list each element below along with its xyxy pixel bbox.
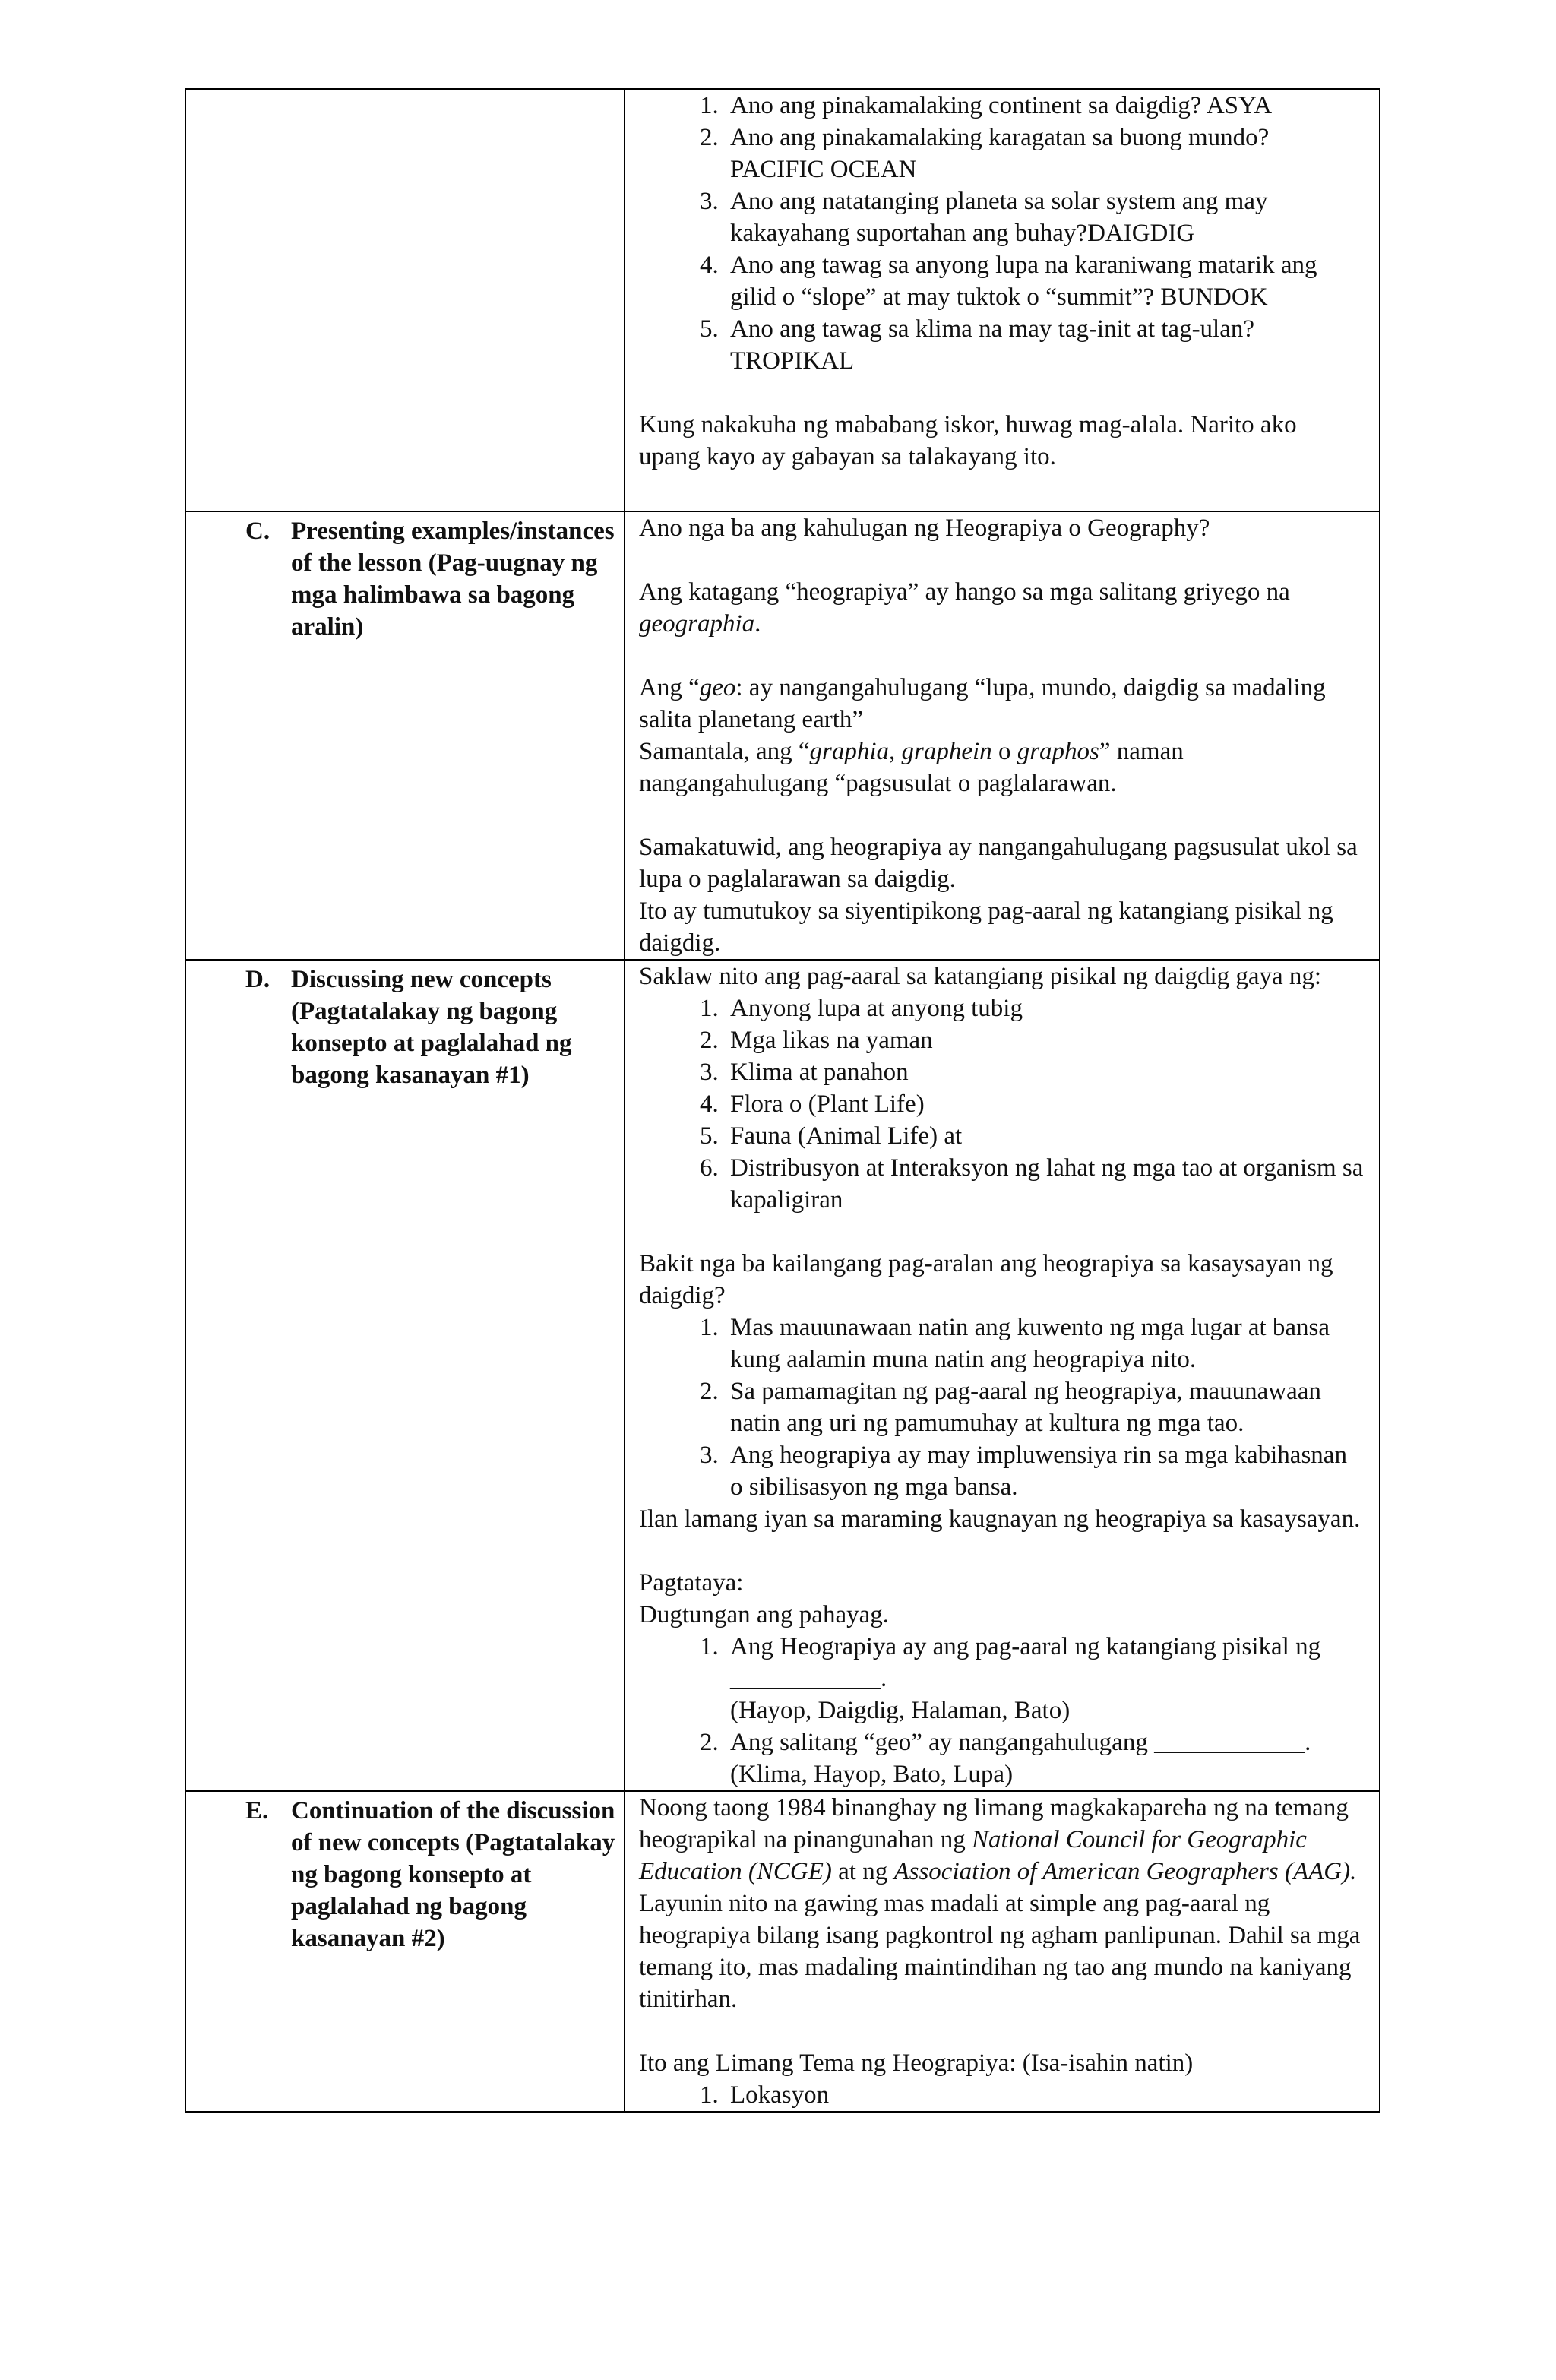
paragraph: Ang “geo: ay nangangahulugang “lupa, mundo, daigdig sa madaling salita planetang earth”	[639, 674, 1326, 733]
paragraph: Ilan lamang iyan sa maraming kaugnayan ng heograpiya sa kasaysayan.	[639, 1505, 1361, 1533]
row-c-content-cell	[625, 511, 1380, 960]
list-item: 2. Ano ang pinakamalaking karagatan sa buong mundo? PACIFIC OCEAN	[700, 124, 1270, 183]
list-item: 5. Fauna (Animal Life) at	[700, 1122, 963, 1150]
closing-text: Kung nakakuha ng mababang iskor, huwag mag-alala. Narito ako upang kayo ay gabayan sa talakayang ito.	[639, 411, 1297, 470]
list-item: 2. Ang salitang “geo” ay nangangahulugang ____________. (Klima, Hayop, Bato, Lupa)	[700, 1729, 1311, 1788]
row-d-label-cell	[185, 960, 625, 1791]
paragraph: Ito ay tumutukoy sa siyentipikong pag-aaral ng katangiang pisikal ng daigdig.	[639, 897, 1333, 957]
paragraph: Pagtataya:	[639, 1569, 744, 1597]
row-b-content-cell	[625, 89, 1380, 511]
list-item: 3. Ang heograpiya ay may impluwensiya rin sa mga kabihasnan o sibilisasyon ng mga bansa.	[700, 1442, 1347, 1501]
section-label: Presenting examples/instances of the lesson (Pag-uugnay ng mga halimbawa sa bagong aralin)	[291, 517, 615, 641]
scope-list	[639, 992, 1364, 1216]
list-item: 5. Ano ang tawag sa klima na may tag-init at tag-ulan? TROPIKAL	[700, 315, 1255, 375]
paragraph: Ito ang Limang Tema ng Heograpiya: (Isa-isahin natin)	[639, 2049, 1194, 2077]
list-item: 1. Ano ang pinakamalaking continent sa daigdig? ASYA	[700, 92, 1273, 119]
section-label: Continuation of the discussion of new concepts (Pagtatalakay ng bagong konsepto at paglalahad ng bagong kasanayan #2)	[291, 1797, 615, 1952]
lesson-plan-table	[185, 88, 1380, 2113]
themes-list	[639, 2079, 1364, 2111]
row-e-label-cell	[185, 1791, 625, 2112]
list-item: 4. Flora o (Plant Life)	[700, 1090, 925, 1118]
paragraph: Samakatuwid, ang heograpiya ay nangangahulugang pagsusulat ukol sa lupa o paglalarawan sa daigdig.	[639, 834, 1358, 893]
row-c-label-cell	[185, 511, 625, 960]
section-letter: E.	[245, 1797, 269, 1825]
paragraph: Bakit nga ba kailangang pag-aralan ang heograpiya sa kasaysayan ng daigdig?	[639, 1250, 1333, 1309]
paragraph: Noong taong 1984 binanghay ng limang magkakapareha ng na temang heograpikal na pinangunahan ng National Council for Geographic Education (NCGE) at ng Association of American Geographers (AAG).	[639, 1794, 1357, 1885]
paragraph: Layunin nito na gawing mas madali at simple ang pag-aaral ng heograpiya bilang isang pagkontrol ng agham panlipunan. Dahil sa mga temang ito, mas madaling maintindihan ng tao ang mundo na kaniyang tinitirhan.	[639, 1890, 1361, 2013]
row-b-label-cell	[185, 89, 625, 511]
list-item: 1. Ang Heograpiya ay ang pag-aaral ng katangiang pisikal ng ____________. (Hayop, Daigdig, Halaman, Bato)	[700, 1633, 1321, 1724]
list-item: 1. Anyong lupa at anyong tubig	[700, 995, 1023, 1022]
reasons-list	[639, 1312, 1364, 1503]
list-item: 3. Ano ang natatanging planeta sa solar system ang may kakayahang suportahan ang buhay?DAIGDIG	[700, 188, 1268, 247]
review-question-list	[639, 90, 1364, 377]
list-item: 1. Lokasyon	[700, 2081, 830, 2109]
list-item: 1. Mas mauunawaan natin ang kuwento ng mga lugar at bansa kung aalamin muna natin ang heograpiya nito.	[700, 1314, 1330, 1373]
assessment-list	[639, 1631, 1364, 1790]
row-d	[185, 960, 1380, 1791]
row-e	[185, 1791, 1380, 2112]
row-d-content-cell	[625, 960, 1380, 1791]
list-item: 3. Klima at panahon	[700, 1059, 909, 1086]
row-c	[185, 511, 1380, 960]
list-item: 6. Distribusyon at Interaksyon ng lahat ng mga tao at organism sa kapaligiran	[700, 1154, 1364, 1214]
row-e-content-cell	[625, 1791, 1380, 2112]
section-letter: D.	[245, 966, 270, 993]
list-item: 2. Sa pamamagitan ng pag-aaral ng heograpiya, mauunawaan natin ang uri ng pamumuhay at kultura ng mga tao.	[700, 1378, 1321, 1437]
paragraph: Ang katagang “heograpiya” ay hango sa mga salitang griyego na geographia.	[639, 578, 1290, 638]
paragraph: Dugtungan ang pahayag.	[639, 1601, 889, 1628]
paragraph: Samantala, ang “graphia, graphein o graphos” naman nangangahulugang “pagsusulat o paglalarawan.	[639, 738, 1184, 797]
section-label: Discussing new concepts (Pagtatalakay ng bagong konsepto at paglalahad ng bagong kasanayan #1)	[291, 966, 572, 1089]
list-item: 4. Ano ang tawag sa anyong lupa na karaniwang matarik ang gilid o “slope” at may tuktok o “summit”? BUNDOK	[700, 252, 1317, 311]
list-item: 2. Mga likas na yaman	[700, 1027, 933, 1054]
question-text: Ano nga ba ang kahulugan ng Heograpiya o Geography?	[639, 514, 1210, 542]
paragraph: Saklaw nito ang pag-aaral sa katangiang pisikal ng daigdig gaya ng:	[639, 963, 1322, 990]
section-letter: C.	[245, 517, 270, 545]
row-b	[185, 89, 1380, 511]
